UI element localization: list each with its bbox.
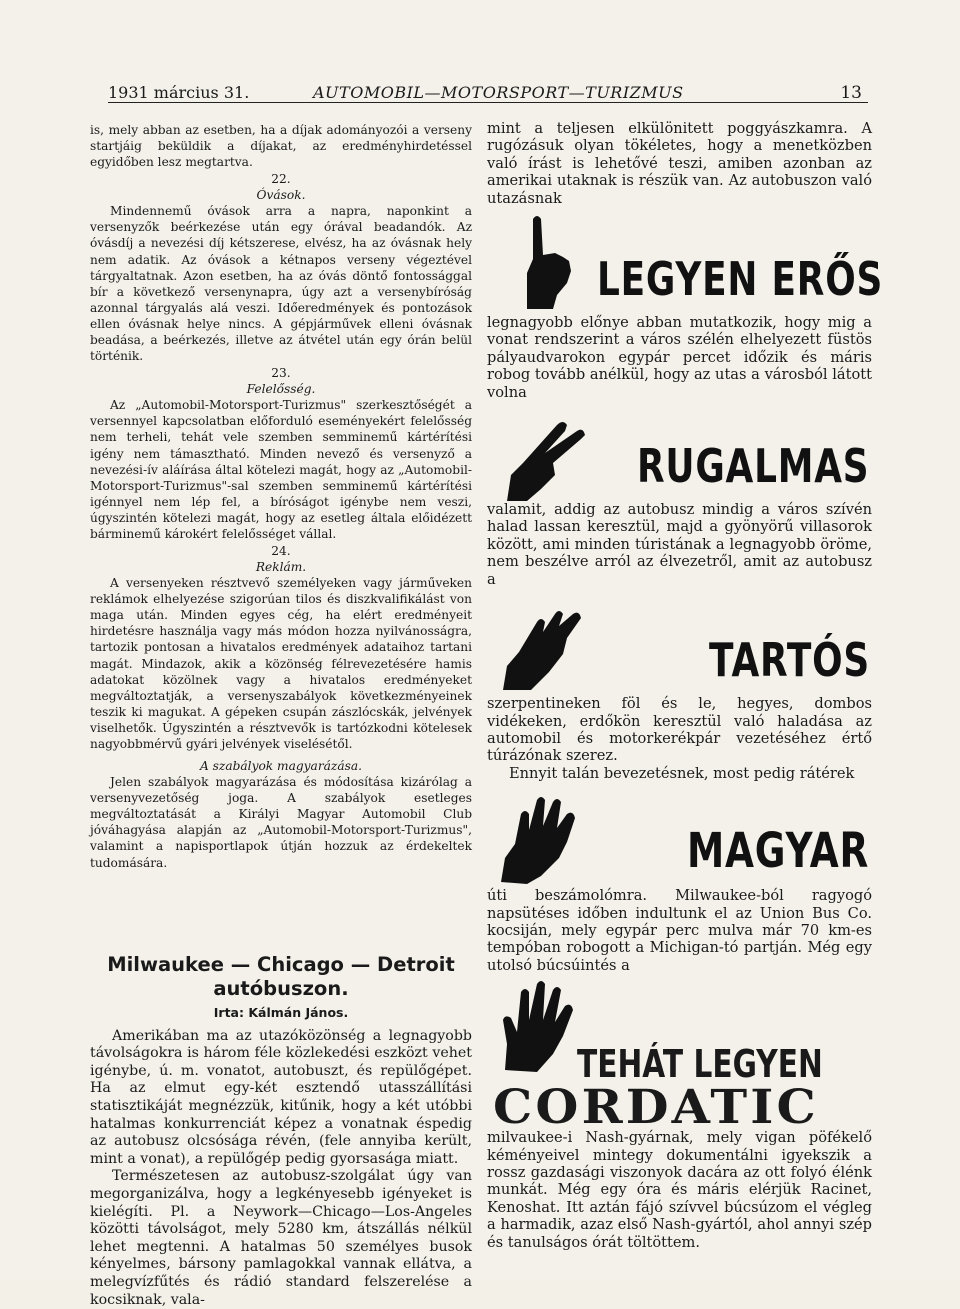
slogan-tartos: TARTÓS [709,633,870,688]
interpretation-text: Jelen szabályok magyarázása és módosítása kizárólag a versenyvezetőség joga. A szabályok esetleges megváltoztatását a Királyi Magyar Automobil Club jóváhagyása alapján az „Automobil-Motorsport-Turizmus", valamint a napisportlapok útján hozzuk az érdekeltek tudomására. [90,775,472,870]
section-24-title: Reklám. [255,560,307,575]
section-24-number: 24. [271,544,291,559]
right-paragraph-7: milvaukee-i Nash-gyárnak, mely vigan pöfékelő kéményeivel mintegy dokumentálni igyekszik a rossz gazdasági viszonyok dacára az ott folyó élénk munkát. Még egy óra és máris elérjük Racinet, Kenoshat. Itt aztán fájó szívvel búcsúzom el végleg a harmadik, azaz első Nash-gyártól, ahol annyi szép és tanulságos órát töltöttem. [487,1129,872,1251]
rules-intro: is, mely abban az esetben, ha a díjak adományozói a verseny startjáig beküldik a díjakat, az eredményhirdetéssel egyidőben lesz megtartva. [90,123,472,170]
right-paragraph-1: mint a teljesen elkülönitett poggyászkamra. A rugózásuk olyan tökéletes, hogy a menetközben való írást is lehetővé teszi, amiben azonban az amerikai utaknak is részük van. Az autobuszon való utazásnak [487,120,872,207]
ad-slogan-block-4 [487,782,872,887]
two-finger-hand-icon [497,405,585,505]
article-body-left [90,1028,472,1309]
article-byline: Irta: Kálmán János. [213,1004,349,1020]
header-date: 1931 március 31. [108,83,250,102]
slogan-tehat-legyen: TEHÁT LEGYEN [577,1042,823,1087]
four-finger-hand-icon [497,786,585,886]
open-hand-icon [497,974,585,1074]
right-paragraph-3: valamit, addig az autobusz mindig a város szívén halad lassan keresztül, majd a gyönyörű villasorok között, ami minden túristának a legnagyobb öröme, nem beszélve arról az élvezetről, amit az autobusz a [487,501,872,588]
right-paragraph-2: legnagyobb előnye abban mutatkozik, hogy mig a vonat rendszerint a város szélén elhelyezett füstös pályaudvarokon egypár percet időzik és máris robog tovább anélkül, hogy az utas a városból látott volna [487,314,872,401]
section-23-title: Felelősség. [246,382,316,397]
header-title: AUTOMOBIL—MOTORSPORT—TURIZMUS [313,83,684,102]
ad-slogan-block-2 [487,401,872,501]
slogan-rugalmas: RUGALMAS [637,439,870,494]
slogan-cordatic: CORDATIC [493,1080,819,1136]
three-finger-hand-icon [497,592,585,692]
article-paragraph-2: Természetesen az autobusz-szolgálat úgy van megorganizálva, hogy a legkényesebb igényeket is kielégíti. Pl. a Neywork—Chicago—Los-Angeles közötti távolságot, mely 5280 km, átszállás nélkül lehet megtenni. A hatalmas 50 személyes busok kényelmes, bársony pamlagokkal vannak ellátva, a melegvízfűtés és rádió standard felszerelése a kocsiknak, vala- [90,1168,472,1308]
right-paragraph-4: szerpentineken föl és le, hegyes, dombos vidékeken, erdőkön keresztül való haladása az automobil és motorkerékpár vezetéséhez értő túrázónak szerez. [487,695,872,765]
rules-section [90,122,472,871]
right-paragraph-6: úti beszámolómra. Milwaukee-ból ragyogó napsütéses időben indultunk el az Union Bus Co. kocsiján, mely egypár perc mulva már 70 km-es tempóban robogott a Michigan-tó partján. Még egy utolsó búcsúintés a [487,887,872,974]
section-22-title: Óvások. [256,188,306,203]
section-23-text: Az „Automobil-Motorsport-Turizmus" szerkesztőségét a versennyel kapcsolatban előforduló eseményekért felelősség nem terheli, tehát vele szemben semminemű kártérítési igény nem támasztható. Minden nevező és versenyző a nevezési-ív aláírása által kötelezi magát, hogy az „Automobil-Motorsport-Turizmus"-sal szemben semminemű kártérítési igénnyel nem lép fel, a bíróságot igénybe nem veszi, úgyszintén kötelezi magát, hogy az esetleg általa előidézett bárminemű károkért felelősséget vállal. [90,398,472,541]
article-title-line1: Milwaukee — Chicago — Detroit [107,952,455,976]
slogan-legyen-eros: LEGYEN ERŐS [597,252,884,307]
left-column [90,122,472,1309]
page-number: 13 [840,83,862,103]
section-23-number: 23. [271,366,291,381]
one-finger-hand-icon [497,211,585,311]
section-22-number: 22. [271,172,291,187]
interpretation-title: A szabályok magyarázása. [199,759,362,774]
section-24-text: A versenyeken résztvevő személyeken vagy járműveken reklámok elhelyezése szigorúan tilos és diszkvalifikálást von maga után. Minden egyes cég, ha elért eredményeit hirdetésre használja vagy más módon hozza nyilvánosságra, tartozik pontosan a hivatalos eredmények adataihoz tartani magát. Mindazok, akik a közönség félrevezetésére hamis adatokat közölnek vagy a hivatalos eredményeket megváltoztatják, a versenyszabályok következményeinek teszik ki magukat. A gépeken csupán zászlócskák, jelvények viselhetők. Úgyszintén a résztvevők is tartózkodni kötelesek nagyobbmérvű gyári jelvények viselésétől. [90,576,472,751]
ad-slogan-block-1 [487,207,884,314]
page-header [108,80,868,103]
article-title-line2: autóbuszon. [213,976,349,1000]
slogan-magyar: MAGYAR [687,823,870,880]
ad-slogan-block-3 [487,588,872,695]
ad-slogan-block-5 [487,974,872,1136]
article-paragraph-1: Amerikában ma az utazóközönség a legnagyobb távolságokra is három féle közlekedési eszközt vehet igénybe, ú. m. vonatot, autobuszt, és repülőgépet. Ha az elmut egy-két esztendő utasszállítási statisztikáját megnézzük, kitűnik, hogy a két utóbbi hatalmas konkurrenciát képez a vonatnak éspedig az autobusz olcsósága révén, (fele annyiba került, mint a vonat), a repülőgép pedig gyorsasága miatt. [90,1027,472,1167]
article-heading [90,953,472,1020]
section-22-text: Mindennemű óvások arra a napra, naponkint a versenyzők beérkezése után egy órával beadandók. Az óvásdíj a nevezési díj kétszerese, elvész, ha az óvásnak hely nem adatik. Az óvások a kétnapos verseny végeztével tárgyaltatnak. Azon esetben, ha az óvás döntő fontossággal bír a következő versenynapra, úgy azt a versenybíróság azonnal tárgyalás alá veszi. Időeredmények és pontozások ellen óvásnak helye nincs. A gépjárművek elleni óvásnak beadása, a beérkezés, illetve az átvétel után egy órán belül történik. [90,204,472,364]
right-paragraph-5: Ennyit talán bevezetésnek, most pedig rátérek [509,764,855,782]
right-column [487,120,884,1251]
